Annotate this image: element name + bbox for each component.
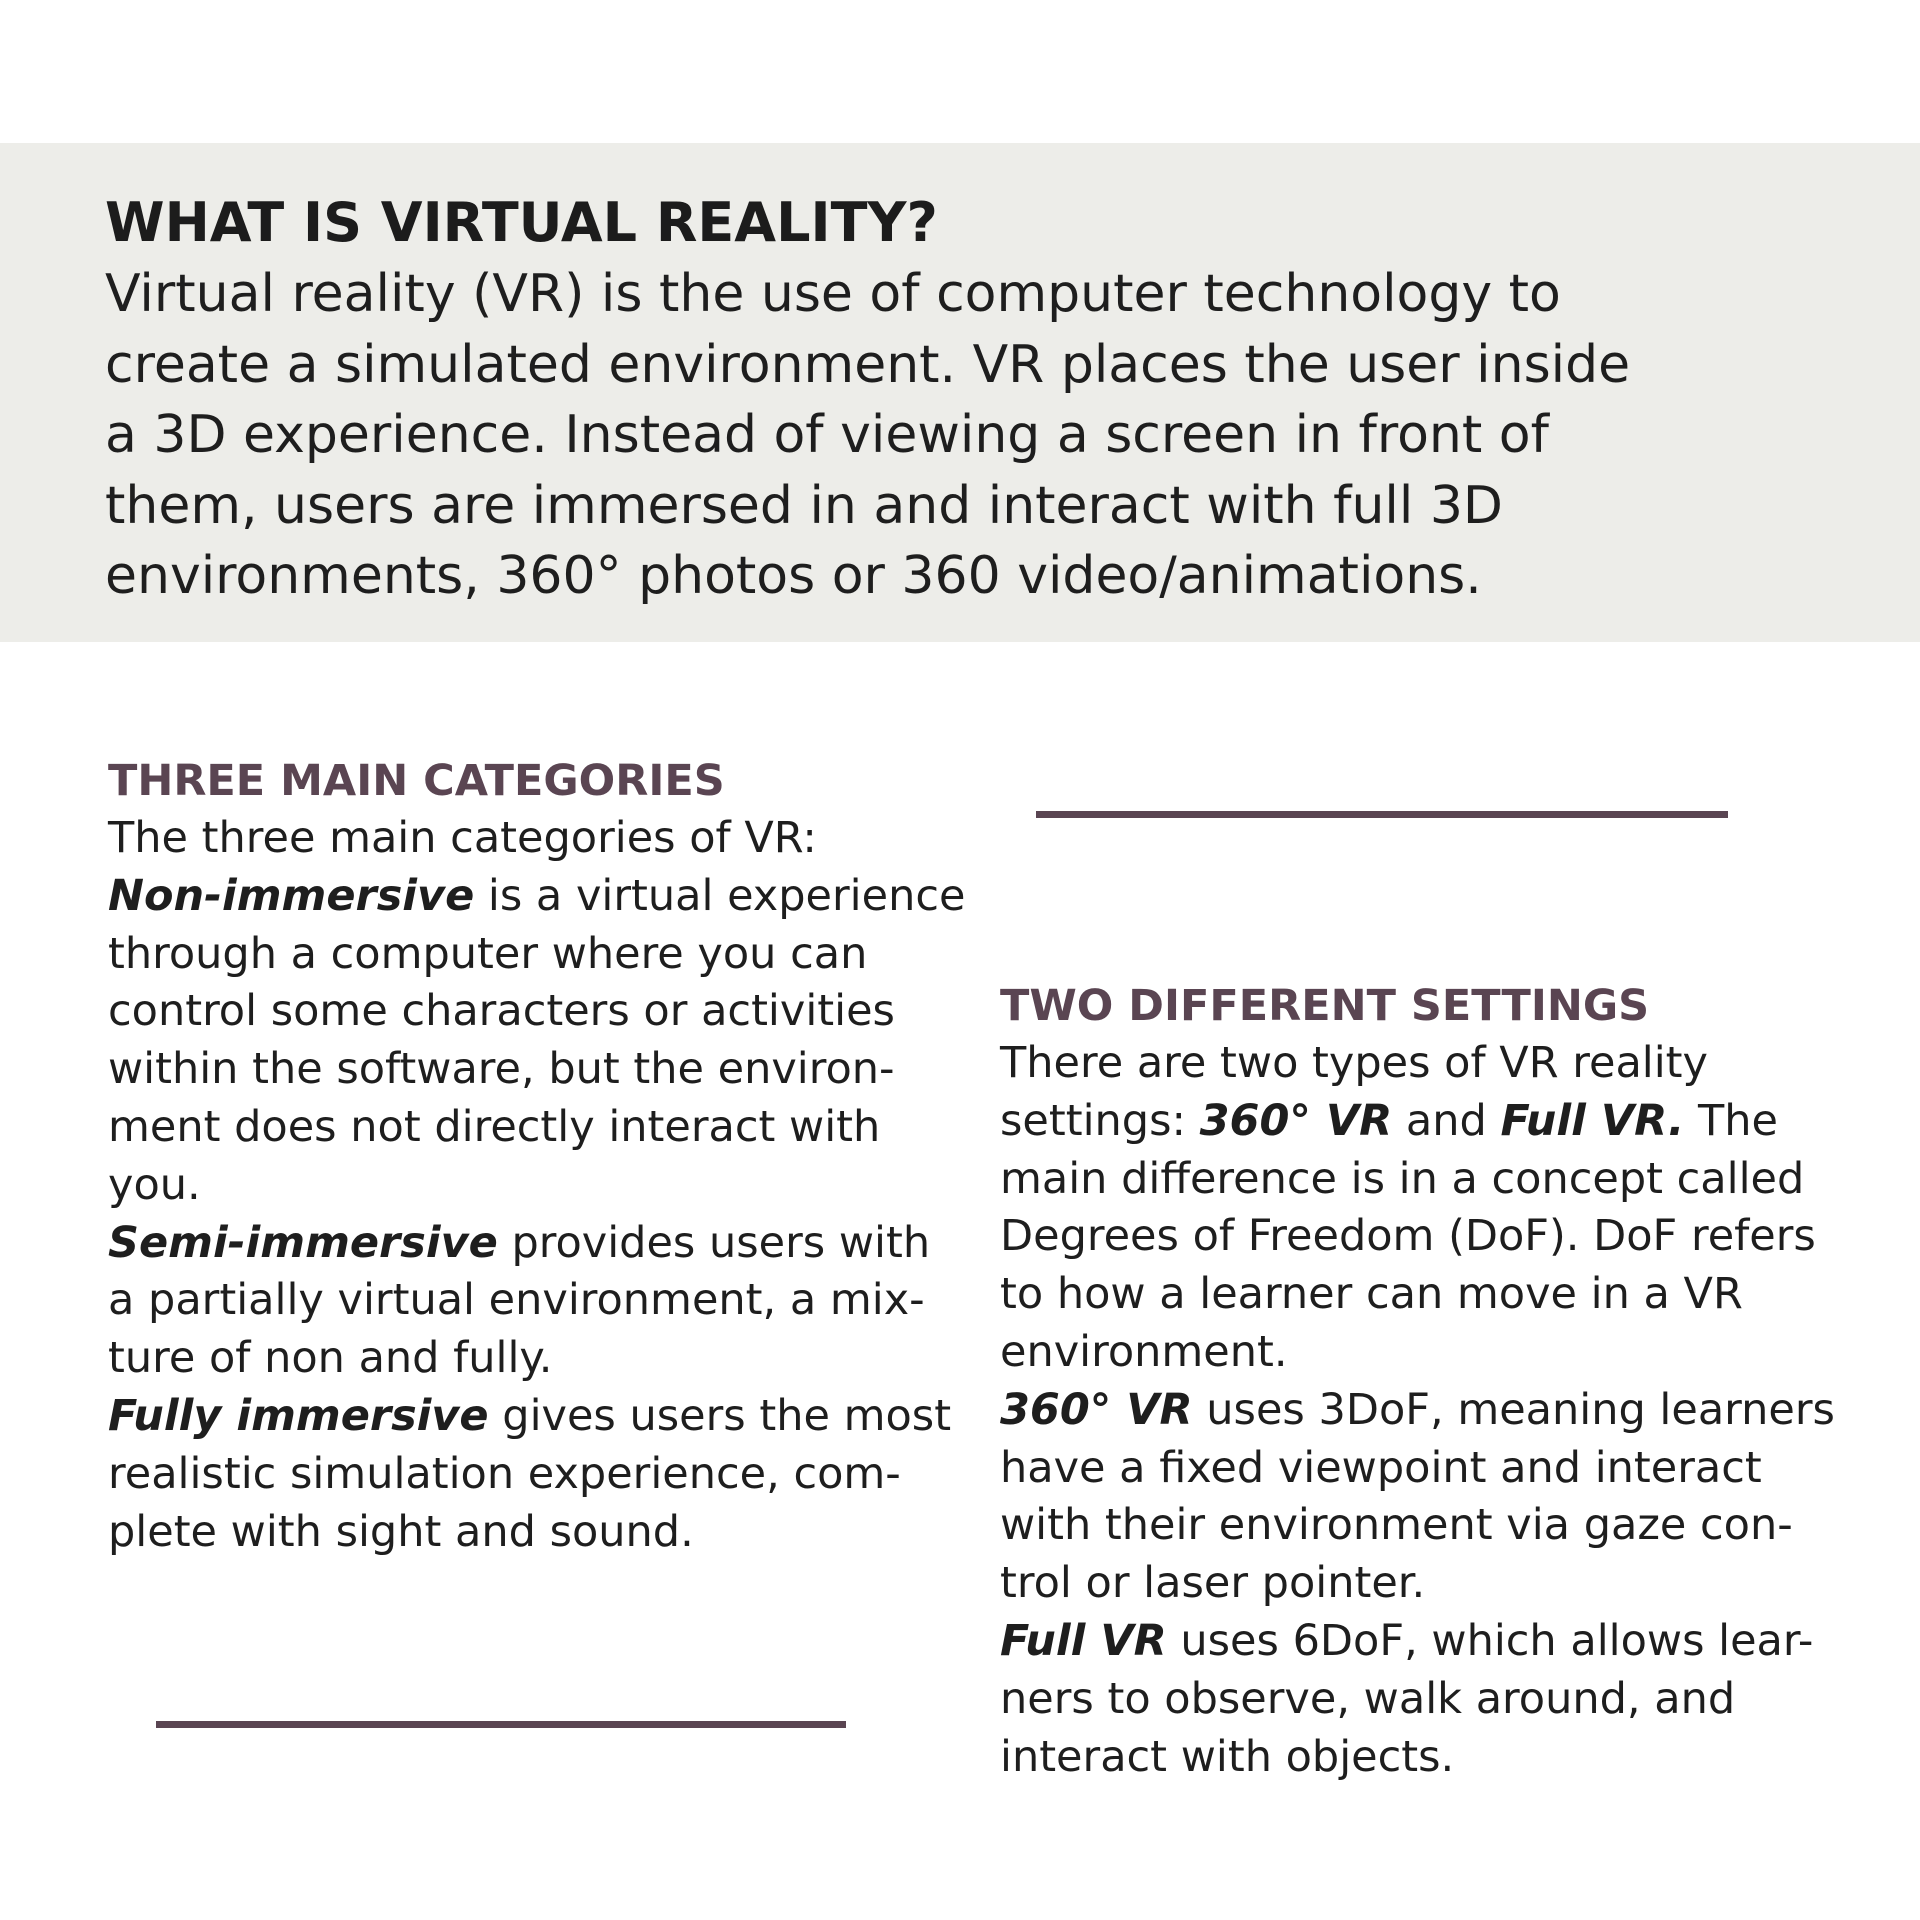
intro-line: them, users are immersed in and interact with full 3D <box>105 475 1503 536</box>
categories-intro-line: The three main categories of VR: <box>108 813 817 863</box>
settings-line <box>1000 1093 1880 1151</box>
full-vr-line: ners to observe, walk around, and <box>1000 1673 1736 1724</box>
non-immersive-line <box>108 868 966 926</box>
categories-body <box>108 810 966 1561</box>
non-immersive-line: within the software, but the environ- <box>108 1044 895 1095</box>
intro-line: Virtual reality (VR) is the use of computer technology to <box>105 264 1561 324</box>
settings-heading: TWO DIFFERENT SETTINGS <box>1000 981 1650 1031</box>
settings-line: to how a learner can move in a VR <box>1000 1269 1743 1320</box>
full-vr-text: uses 6DoF, which allows lear- <box>1166 1615 1814 1666</box>
settings-text: settings: <box>1000 1095 1200 1146</box>
vr360-text: uses 3DoF, meaning learners <box>1192 1384 1835 1435</box>
fully-immersive-text: gives users the most <box>488 1390 952 1441</box>
right-divider-rule <box>1036 811 1728 818</box>
vr360-term: 360° VR <box>1000 1384 1193 1435</box>
vr360-line: have a fixed viewpoint and interact <box>1000 1442 1762 1493</box>
semi-immersive-line: ture of non and fully. <box>108 1333 553 1384</box>
fully-immersive-line: realistic simulation experience, com- <box>108 1448 901 1499</box>
non-immersive-line: you. <box>108 1159 201 1210</box>
full-vr-line <box>1000 1613 1880 1671</box>
non-immersive-line: through a computer where you can <box>108 928 868 979</box>
vr360-line: trol or laser pointer. <box>1000 1558 1426 1609</box>
settings-line: main difference is in a concept called <box>1000 1153 1805 1204</box>
vr360-line: with their environment via gaze con- <box>1000 1500 1793 1551</box>
semi-immersive-line <box>108 1215 948 1273</box>
intro-paragraph <box>105 259 1765 612</box>
semi-immersive-text: provides users with <box>497 1217 931 1268</box>
fully-immersive-term: Fully immersive <box>108 1390 489 1441</box>
left-divider-rule <box>156 1721 846 1728</box>
categories-heading: THREE MAIN CATEGORIES <box>108 756 725 806</box>
vr360-line <box>1000 1382 1880 1440</box>
full-vr-line: interact with objects. <box>1000 1731 1455 1782</box>
semi-immersive-line: a partially virtual environment, a mix- <box>108 1275 925 1326</box>
full-vr-term: Full VR <box>1000 1615 1167 1666</box>
semi-immersive-term: Semi-immersive <box>108 1217 498 1268</box>
non-immersive-text: is a virtual experience <box>474 870 966 921</box>
settings-line: Degrees of Freedom (DoF). DoF refers <box>1000 1211 1816 1262</box>
settings-body <box>1000 1035 1880 1786</box>
settings-line: environment. <box>1000 1326 1288 1377</box>
settings-text: and <box>1392 1095 1501 1146</box>
fully-immersive-line: plete with sight and sound. <box>108 1506 694 1557</box>
intro-title: WHAT IS VIRTUAL REALITY? <box>105 191 938 254</box>
fully-immersive-line <box>108 1388 952 1446</box>
settings-line: There are two types of VR reality <box>1000 1038 1708 1088</box>
settings-term-full: Full VR. <box>1500 1095 1685 1146</box>
intro-line: create a simulated environment. VR places the user inside <box>105 334 1631 395</box>
intro-line: environments, 360° photos or 360 video/animations. <box>105 546 1482 606</box>
settings-text: The <box>1684 1095 1779 1146</box>
settings-term-360: 360° VR <box>1199 1095 1393 1146</box>
non-immersive-line: ment does not directly interact with <box>108 1101 881 1152</box>
intro-line: a 3D experience. Instead of viewing a screen in front of <box>105 405 1549 465</box>
non-immersive-line: control some characters or activities <box>108 986 895 1037</box>
non-immersive-term: Non-immersive <box>108 870 475 921</box>
